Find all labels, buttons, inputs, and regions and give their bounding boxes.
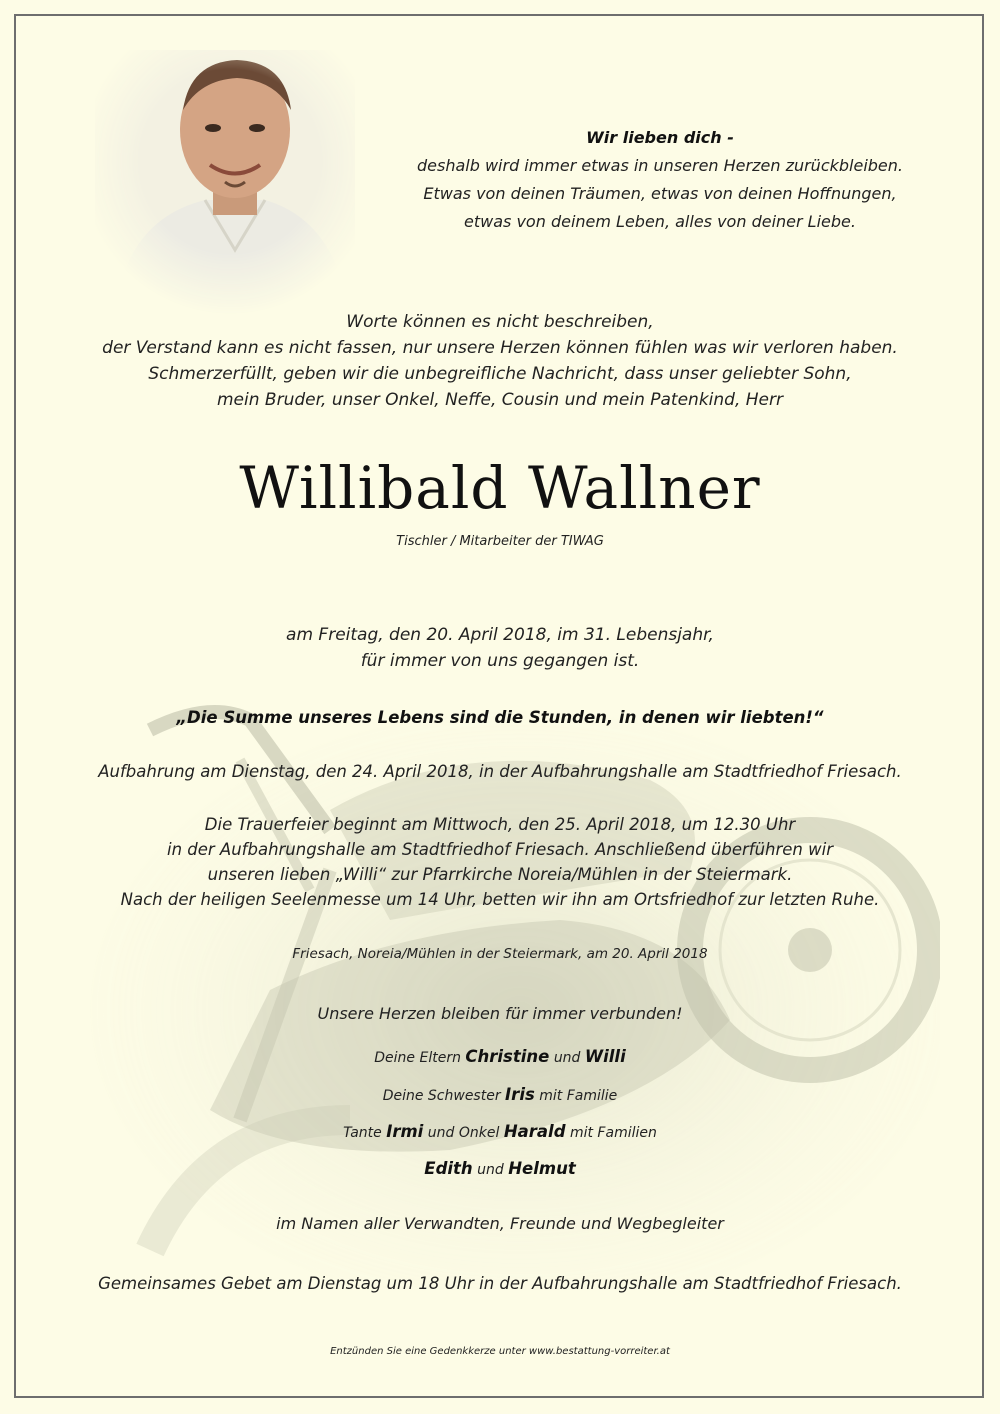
funeral-info — [0, 812, 1000, 912]
verse-line: deshalb wird immer etwas in unseren Herzen zurückbleiben. — [416, 156, 903, 175]
intro-text — [0, 309, 1000, 413]
intro-line: mein Bruder, unser Onkel, Neffe, Cousin und mein Patenkind, Herr — [217, 390, 783, 410]
mourner-couple — [0, 1159, 1000, 1178]
mourner-name: Helmut — [508, 1159, 576, 1178]
mourner-sister — [0, 1085, 1000, 1104]
motto-quote: „Die Summe unseres Lebens sind die Stunden, in denen wir liebten!“ — [176, 708, 824, 727]
mourner-prefix: Deine Schwester — [382, 1088, 501, 1104]
mourner-aunt-uncle — [0, 1122, 1000, 1141]
mourner-prefix: Tante — [343, 1125, 382, 1141]
portrait-photo-image — [95, 50, 355, 315]
all-relatives-line: im Namen aller Verwandten, Freunde und Wegbegleiter — [276, 1214, 724, 1233]
mourner-name: Irmi — [386, 1122, 424, 1141]
deceased-occupation: Tischler / Mitarbeiter der TIWAG — [396, 534, 604, 549]
mourner-conjunction: und Onkel — [427, 1125, 500, 1141]
mourner-prefix: Deine Eltern — [374, 1050, 461, 1066]
funeral-line: unseren lieben „Willi“ zur Pfarrkirche Noreia/Mühlen in der Steiermark. — [207, 865, 793, 884]
deceased-name: Willibald Wallner — [239, 454, 761, 522]
mourner-conjunction: und — [553, 1050, 581, 1066]
place-date: Friesach, Noreia/Mühlen in der Steiermark, am 20. April 2018 — [292, 946, 708, 962]
mourner-parents — [0, 1047, 1000, 1066]
prayer-info: Gemeinsames Gebet am Dienstag um 18 Uhr in der Aufbahrungshalle am Stadtfriedhof Friesach. — [98, 1274, 902, 1293]
mourner-name: Edith — [424, 1159, 473, 1178]
verse-lead: Wir lieben dich - — [586, 128, 734, 147]
mourner-suffix: mit Familien — [569, 1125, 657, 1141]
intro-line: Worte können es nicht beschreiben, — [346, 312, 654, 332]
death-line: für immer von uns gegangen ist. — [360, 651, 640, 671]
mourner-conjunction: und — [477, 1162, 504, 1178]
mourner-name: Iris — [505, 1085, 535, 1104]
opening-verse — [370, 124, 950, 236]
death-line: am Freitag, den 20. April 2018, im 31. Lebensjahr, — [286, 625, 714, 645]
verse-line: etwas von deinem Leben, alles von deiner Liebe. — [464, 212, 856, 231]
footer-candle-note: Entzünden Sie eine Gedenkkerze unter www.bestattung-vorreiter.at — [330, 1346, 670, 1357]
funeral-line: Nach der heiligen Seelenmesse um 14 Uhr, betten wir ihn am Ortsfriedhof zur letzten Ruhe. — [120, 890, 880, 909]
mourner-suffix: mit Familie — [539, 1088, 618, 1104]
funeral-line: in der Aufbahrungshalle am Stadtfriedhof Friesach. Anschließend überführen wir — [166, 840, 833, 859]
mourner-name: Christine — [465, 1047, 550, 1066]
hearts-line: Unsere Herzen bleiben für immer verbunden! — [317, 1004, 683, 1023]
intro-line: der Verstand kann es nicht fassen, nur unsere Herzen können fühlen was wir verloren haben. — [102, 338, 898, 358]
verse-line: Etwas von deinen Träumen, etwas von deinen Hoffnungen, — [423, 184, 897, 203]
intro-line: Schmerzerfüllt, geben wir die unbegreifliche Nachricht, dass unser geliebter Sohn, — [148, 364, 852, 384]
wake-info: Aufbahrung am Dienstag, den 24. April 2018, in der Aufbahrungshalle am Stadtfriedhof Friesach. — [98, 762, 902, 781]
mourner-name: Harald — [503, 1122, 566, 1141]
funeral-line: Die Trauerfeier beginnt am Mittwoch, den 25. April 2018, um 12.30 Uhr — [204, 815, 796, 834]
mourner-name: Willi — [584, 1047, 626, 1066]
death-notice — [0, 622, 1000, 674]
